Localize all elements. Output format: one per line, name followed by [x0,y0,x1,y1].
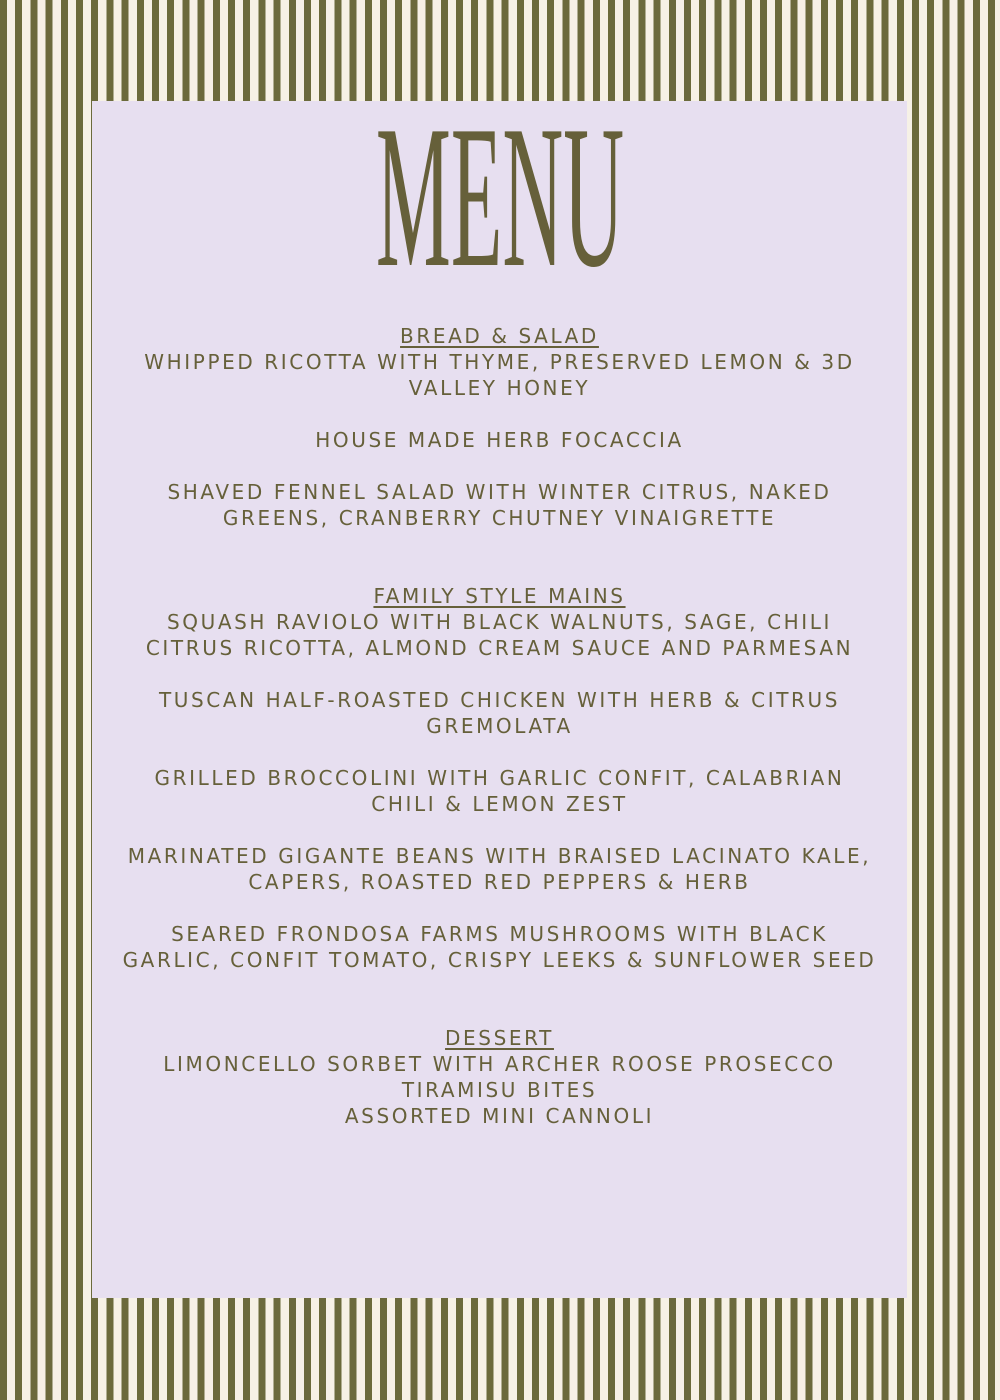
section-heading: BREAD & SALAD [400,324,599,348]
menu-item: ASSORTED MINI CANNOLI [344,1104,655,1128]
menu-title [92,115,907,275]
menu-title-text: MENU [375,115,624,275]
section-family-style-mains [122,583,877,973]
menu-item: SHAVED FENNEL SALAD WITH WINTER CITRUS, NAKED GREENS, CRANBERRY CHUTNEY VINAIGRETTE [167,480,832,530]
menu-item: MARINATED GIGANTE BEANS WITH BRAISED LACINATO KALE, CAPERS, ROASTED RED PEPPERS & HERB [127,844,872,894]
section-heading: FAMILY STYLE MAINS [373,584,626,608]
section-dessert [122,1025,877,1129]
menu-item: SQUASH RAVIOLO WITH BLACK WALNUTS, SAGE, CHILI CITRUS RICOTTA, ALMOND CREAM SAUCE AND PARMESAN [145,610,854,660]
menu-item: TIRAMISU BITES [401,1078,598,1102]
menu-card [92,101,907,1298]
menu-content [122,323,877,1129]
menu-item: WHIPPED RICOTTA WITH THYME, PRESERVED LEMON & 3D VALLEY HONEY [144,350,855,400]
menu-item: LIMONCELLO SORBET WITH ARCHER ROOSE PROSECCO [163,1052,836,1076]
menu-title-wordmark [320,115,680,275]
menu-item: SEARED FRONDOSA FARMS MUSHROOMS WITH BLACK GARLIC, CONFIT TOMATO, CRISPY LEEKS & SUNFLOWER SEED [122,922,877,972]
section-heading: DESSERT [445,1026,554,1050]
menu-item: GRILLED BROCCOLINI WITH GARLIC CONFIT, CALABRIAN CHILI & LEMON ZEST [154,766,845,816]
section-bread-salad [122,323,877,531]
menu-item: TUSCAN HALF-ROASTED CHICKEN WITH HERB & CITRUS GREMOLATA [158,688,841,738]
menu-item: HOUSE MADE HERB FOCACCIA [315,428,684,452]
